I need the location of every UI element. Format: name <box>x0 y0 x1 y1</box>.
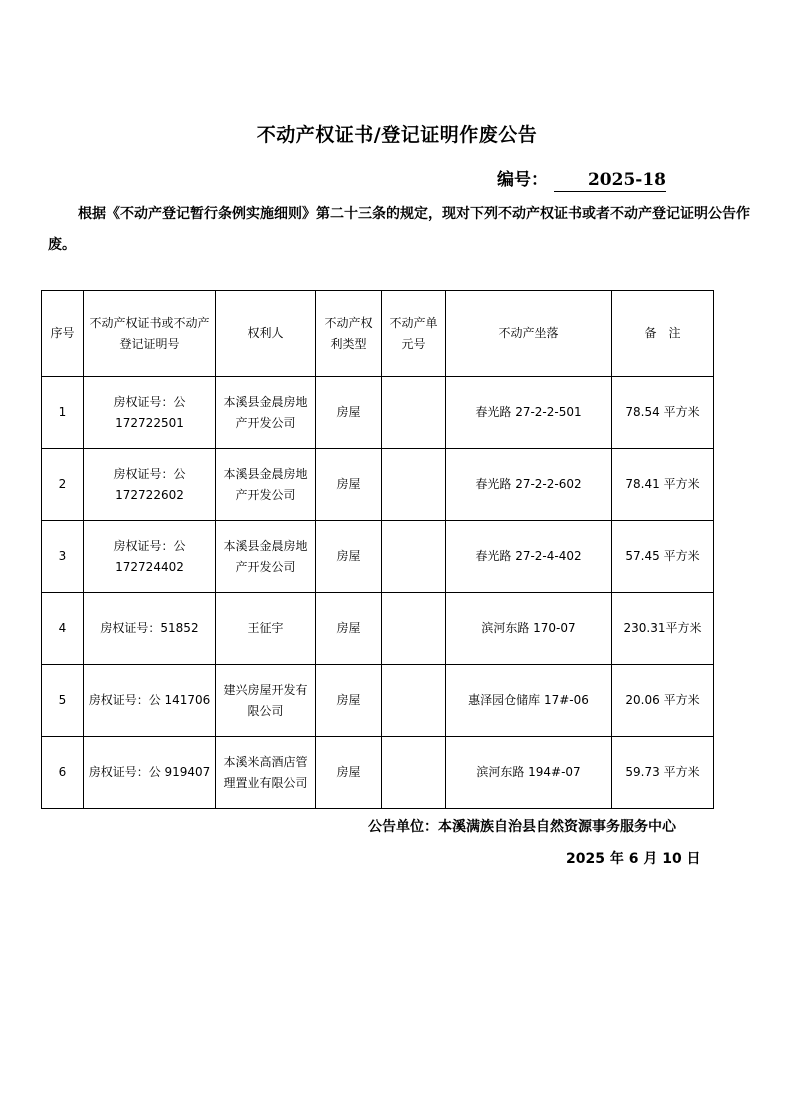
table-row <box>42 449 714 521</box>
table-row <box>42 665 714 737</box>
cell-right-type: 房屋 <box>316 521 382 593</box>
cell-owner: 王征宇 <box>216 593 316 665</box>
intro-paragraph: 根据《不动产登记暂行条例实施细则》第二十三条的规定，现对下列不动产权证书或者不动产登记证明公告作废。 <box>48 206 750 253</box>
header-remark: 备 注 <box>612 291 714 377</box>
cell-unit <box>382 593 446 665</box>
cell-remark: 230.31平方米 <box>612 593 714 665</box>
number-value: 2025-18 <box>554 170 666 192</box>
header-cert: 不动产权证书或不动产登记证明号 <box>84 291 216 377</box>
cell-location: 春光路 27-2-2-501 <box>446 377 612 449</box>
issue-date: 2025 年 6 月 10 日 <box>566 851 701 867</box>
cell-owner: 本溪县金晨房地产开发公司 <box>216 377 316 449</box>
table-row <box>42 521 714 593</box>
cell-location: 滨河东路 170-07 <box>446 593 612 665</box>
issuing-unit: 公告单位：本溪满族自治县自然资源事务服务中心 <box>368 819 676 835</box>
cell-remark: 59.73 平方米 <box>612 737 714 809</box>
cell-owner: 本溪县金晨房地产开发公司 <box>216 521 316 593</box>
header-owner: 权利人 <box>216 291 316 377</box>
cell-right-type: 房屋 <box>316 449 382 521</box>
cell-cert: 房权证号：公 141706 <box>84 665 216 737</box>
table-row <box>42 593 714 665</box>
document-number <box>497 165 666 192</box>
table-header-row <box>42 291 714 377</box>
cell-right-type: 房屋 <box>316 593 382 665</box>
header-unit: 不动产单元号 <box>382 291 446 377</box>
records-table <box>41 290 714 809</box>
cell-right-type: 房屋 <box>316 665 382 737</box>
number-label: 编号： <box>497 170 548 190</box>
cell-cert: 房权证号：公 919407 <box>84 737 216 809</box>
cell-seq: 5 <box>42 665 84 737</box>
cell-owner: 本溪县金晨房地产开发公司 <box>216 449 316 521</box>
document-title: 不动产权证书/登记证明作废公告 <box>256 124 538 146</box>
cell-unit <box>382 449 446 521</box>
header-seq: 序号 <box>42 291 84 377</box>
cell-seq: 6 <box>42 737 84 809</box>
cell-location: 春光路 27-2-4-402 <box>446 521 612 593</box>
cell-cert: 房权证号：公 172724402 <box>84 521 216 593</box>
cell-location: 惠泽园仓储库 17#-06 <box>446 665 612 737</box>
cell-seq: 3 <box>42 521 84 593</box>
cell-unit <box>382 665 446 737</box>
cell-location: 春光路 27-2-2-602 <box>446 449 612 521</box>
cell-remark: 78.54 平方米 <box>612 377 714 449</box>
table-row <box>42 737 714 809</box>
cell-cert: 房权证号：51852 <box>84 593 216 665</box>
cell-remark: 78.41 平方米 <box>612 449 714 521</box>
cell-unit <box>382 737 446 809</box>
header-location: 不动产坐落 <box>446 291 612 377</box>
cell-owner: 建兴房屋开发有限公司 <box>216 665 316 737</box>
cell-owner: 本溪米高酒店管理置业有限公司 <box>216 737 316 809</box>
cell-location: 滨河东路 194#-07 <box>446 737 612 809</box>
cell-cert: 房权证号：公 172722501 <box>84 377 216 449</box>
cell-seq: 1 <box>42 377 84 449</box>
cell-unit <box>382 521 446 593</box>
cell-unit <box>382 377 446 449</box>
cell-seq: 2 <box>42 449 84 521</box>
header-right-type: 不动产权利类型 <box>316 291 382 377</box>
cell-seq: 4 <box>42 593 84 665</box>
cell-right-type: 房屋 <box>316 377 382 449</box>
table-row <box>42 377 714 449</box>
cell-cert: 房权证号：公 172722602 <box>84 449 216 521</box>
cell-right-type: 房屋 <box>316 737 382 809</box>
cell-remark: 57.45 平方米 <box>612 521 714 593</box>
cell-remark: 20.06 平方米 <box>612 665 714 737</box>
